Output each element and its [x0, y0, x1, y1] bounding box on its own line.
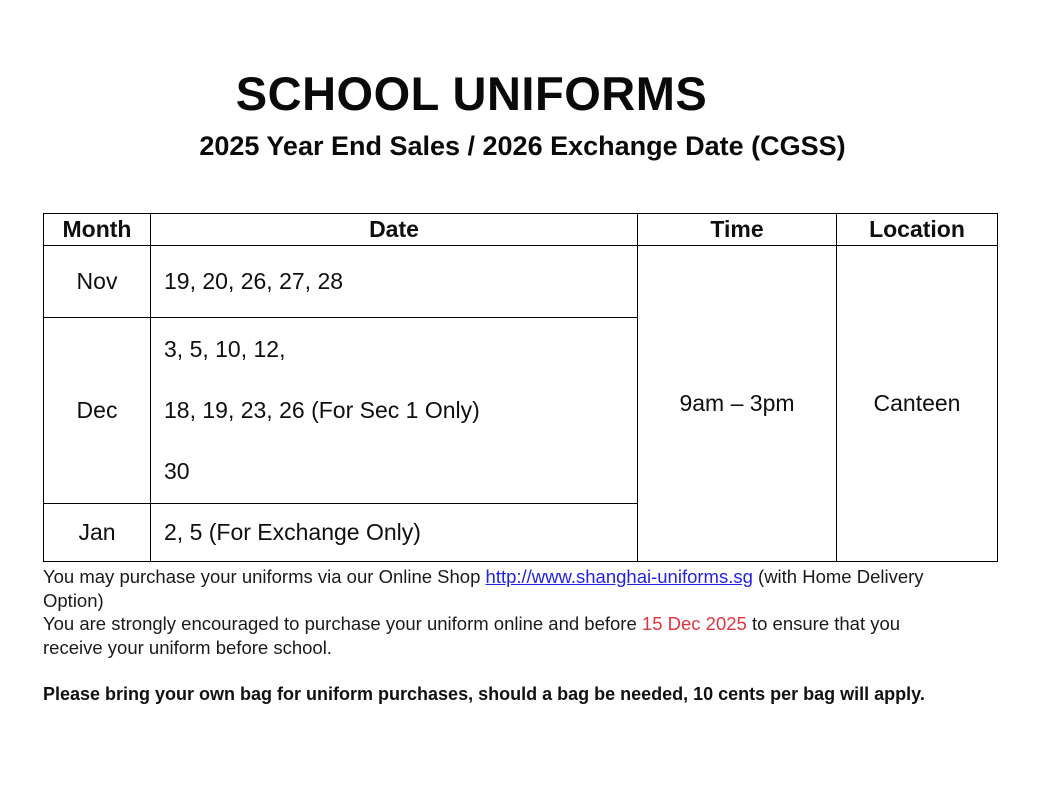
- page-subtitle: 2025 Year End Sales / 2026 Exchange Date (CGSS): [199, 131, 846, 161]
- col-header-month: Month: [44, 214, 151, 246]
- bag-notice: Please bring your own bag for uniform purchases, should a bag be needed, 10 cents per bag will apply.: [43, 684, 925, 704]
- purchase-note-prefix: You may purchase your uniforms via our Online Shop: [43, 566, 486, 587]
- month-cell-dec: Dec: [44, 318, 151, 504]
- dec-dates-line-2: 18, 19, 23, 26 (For Sec 1 Only): [164, 396, 480, 423]
- date-cell-dec: [151, 318, 638, 504]
- col-header-date: Date: [151, 214, 638, 246]
- encourage-note-line: [43, 612, 945, 659]
- month-cell-nov: Nov: [44, 246, 151, 318]
- page-title: SCHOOL UNIFORMS: [235, 67, 708, 120]
- date-cell-nov: 19, 20, 26, 27, 28: [151, 246, 638, 318]
- table-header-row: [44, 214, 998, 246]
- month-cell-jan: Jan: [44, 504, 151, 562]
- dec-dates-line-1: 3, 5, 10, 12,: [164, 336, 286, 363]
- dec-dates-line-3: 30: [164, 457, 190, 484]
- encourage-note-suffix: to ensure that you receive your uniform before school.: [43, 613, 901, 658]
- footer-notes: [43, 565, 945, 707]
- shop-link[interactable]: http://www.shanghai-uniforms.sg: [485, 566, 753, 587]
- table-row-nov: [44, 246, 998, 318]
- encourage-note-prefix: You are strongly encouraged to purchase your uniform online and before: [43, 613, 642, 634]
- time-cell: 9am – 3pm: [638, 246, 837, 562]
- purchase-note-line: [43, 565, 945, 612]
- purchase-note-suffix: (with Home Delivery Option): [43, 566, 924, 611]
- col-header-time: Time: [638, 214, 837, 246]
- date-cell-jan: 2, 5 (For Exchange Only): [151, 504, 638, 562]
- dec-dates-lines: [164, 320, 631, 502]
- uniform-sales-schedule-table: [43, 213, 998, 562]
- location-cell: Canteen: [837, 246, 998, 562]
- col-header-location: Location: [837, 214, 998, 246]
- deadline-date: 15 Dec 2025: [641, 613, 747, 634]
